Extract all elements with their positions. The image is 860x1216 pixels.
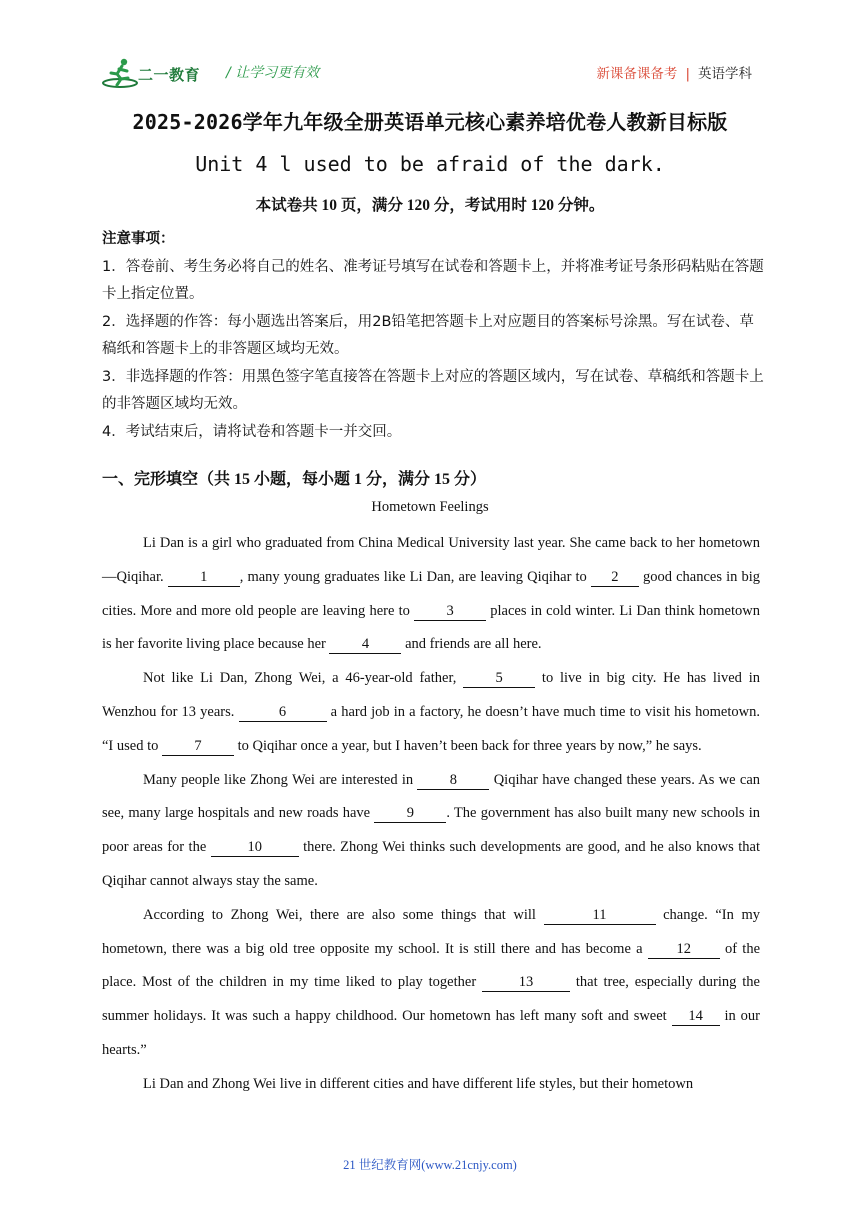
passage-text: Many people like Zhong Wei are interested in [143,771,418,788]
paragraph [102,899,760,1068]
exam-notes [102,226,764,446]
paragraph [102,1068,760,1102]
blank-13: 13 [482,973,570,992]
header-category: 新课备课备考 [596,66,678,82]
note-item: 1．答卷前、考生务必将自己的姓名、准考证号填写在试卷和答题卡上，并将准考证号条形码粘贴在答题卡上指定位置。 [102,258,764,302]
blank-14: 14 [672,1007,720,1026]
passage-text: that tree, especially during the summer holidays. It was such a happy childhood. Our hometown has left many soft and sweet [102,974,760,1025]
blank-1: 1 [168,568,240,587]
passage-text: Li Dan and Zhong Wei live in different cities and have different life styles, but their hometown [143,1075,694,1092]
passage-text: . The government has also built many new schools in poor areas for the [102,805,760,856]
passage-text: to live in big city. He has lived in Wenzhou for 13 years. [102,670,760,720]
blank-3: 3 [414,602,486,621]
passage-text: to Qiqihar once a year, but I haven’t been back for three years by now,” he says. [234,737,702,754]
header-subject-label: 英语学科 [698,66,752,82]
slogan: / 让学习更有效 [226,65,320,81]
passage-text: there. Zhong Wei thinks such developments are good, and he also knows that Qiqihar cannot always stay the same. [102,839,760,889]
blank-4: 4 [329,635,401,654]
blank-6: 6 [239,703,327,722]
passage-text: of the place. Most of the children in my time liked to play together [102,940,760,991]
blank-2: 2 [591,568,639,587]
header-separator: | [685,66,690,82]
blank-8: 8 [417,771,489,790]
blank-12: 12 [648,940,720,959]
section-heading: 一、完形填空（共 15 小题，每小题 1 分，满分 15 分） [102,471,487,488]
passage-text: Li Dan is a girl who graduated from China Medical University last year. She came back to her hometown—Qiqihar. [102,535,760,585]
blank-5: 5 [463,669,535,688]
logo-text: 二一教育 [138,66,201,84]
passage-text: change. “In my hometown, there was a big old tree opposite my school. It is still there and has become a [102,906,760,957]
passage-text: and friends are all here. [401,636,542,653]
runner-logo-icon [102,57,138,89]
passage [102,527,760,1102]
page-header [100,56,760,90]
paragraph [102,527,760,662]
passage-text: in our hearts.” [102,1008,761,1058]
paragraph [102,662,760,763]
passage-text: , many young graduates like Li Dan, are leaving Qiqihar to [239,568,591,585]
note-item: 3．非选择题的作答：用黑色签字笔直接答在答题卡上对应的答题区域内，写在试卷、草稿纸和答题卡上的非答题区域均无效。 [102,368,764,412]
logo [102,56,212,90]
header-subject [596,62,752,82]
passage-text: Not like Li Dan, Zhong Wei, a 46-year-old father, [143,670,464,687]
passage-text: Qiqihar have changed these years. As we can see, many large hospitals and new roads have [102,771,761,822]
notes-heading: 注意事项： [102,231,175,247]
unit-title: Unit 4 l used to be afraid of the dark. [195,152,665,176]
passage-title: Hometown Feelings [371,499,489,515]
note-item: 4．考试结束后，请将试卷和答题卡一并交回。 [102,423,402,440]
passage-text: places in cold winter. Li Dan think hometown is her favorite living place because her [102,602,760,653]
blank-9: 9 [374,804,446,823]
page-footer: 21 世纪教育网(www.21cnjy.com) [343,1158,517,1172]
passage-text: a hard job in a factory, he doesn’t have much time to visit his hometown. “I used to [102,703,760,754]
passage-text: According to Zhong Wei, there are also some things that will [143,906,544,923]
paragraph [102,764,760,899]
exam-info: 本试卷共 10 页，满分 120 分，考试用时 120 分钟。 [255,197,605,214]
page-title: 2025-2026学年九年级全册英语单元核心素养培优卷人教新目标版 [132,110,728,134]
blank-10: 10 [211,838,299,857]
note-item: 2．选择题的作答：每小题选出答案后，用2B铅笔把答题卡上对应题目的答案标号涂黑。写在试卷、草稿纸和答题卡上的非答题区域均无效。 [102,313,754,357]
blank-7: 7 [162,737,234,756]
passage-text: good chances in big cities. More and more old people are leaving here to [102,568,760,619]
blank-11: 11 [544,906,656,925]
